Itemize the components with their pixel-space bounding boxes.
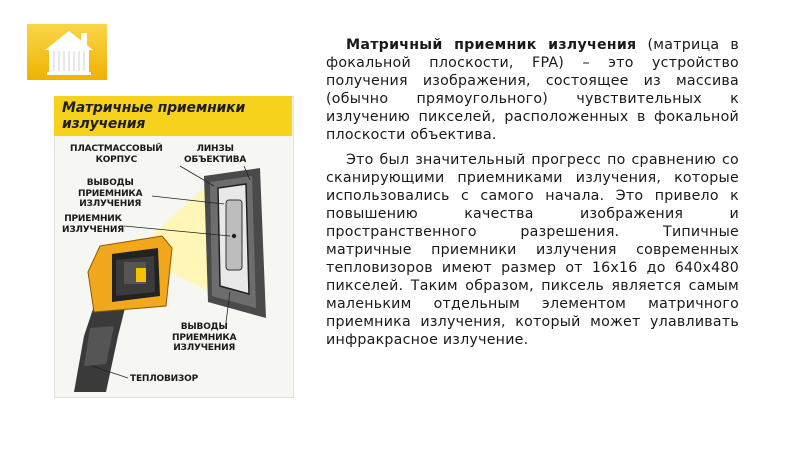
paragraph-1-body: (матрица в фокальной плоскости, FPA) – это устройство получения изображения, состоящее из массива (обычно прямоугольного) чувствительных к излучению пикселей, расположенных в фокальной плоскости объектива. xyxy=(326,37,740,143)
label-lens: ЛИНЗЫ ОБЪЕКТИВА xyxy=(184,144,247,165)
paragraph-2: Это был значительный прогресс по сравнению со сканирующими приемниками излучения, которые использовались с самого начала. Это привело к повышению качества изображения и пространственного разрешения. Типичные матричные приемники излучения современных тепловизоров имеют размер от 16x16 до 640x480 пикселей. Таким образом, пиксель является самым маленьким отдельным элементом матричного приемника излучения, который может улавливать инфракрасное излучение. xyxy=(326,152,739,348)
label-receiver-leads-top: ВЫВОДЫ ПРИЕМНИКА ИЗЛУЧЕНИЯ xyxy=(78,178,143,209)
label-receiver-leads-bottom: ВЫВОДЫ ПРИЕМНИКА ИЗЛУЧЕНИЯ xyxy=(172,322,237,353)
label-thermal-imager: ТЕПЛОВИЗОР xyxy=(130,374,198,384)
diagram-title-line2: излучения xyxy=(62,116,146,132)
house-radiator-logo xyxy=(27,24,107,80)
paragraph-1 xyxy=(326,37,739,144)
label-plastic-housing: ПЛАСТМАССОВЫЙ КОРПУС xyxy=(70,144,163,165)
diagram-title-line1: Матричные приемники xyxy=(62,100,246,116)
label-receiver: ПРИЕМНИК ИЗЛУЧЕНИЯ xyxy=(62,214,124,235)
description-text xyxy=(326,37,739,349)
house-radiator-icon xyxy=(27,24,107,80)
diagram-title xyxy=(62,100,245,132)
thermal-imager-diagram xyxy=(54,96,294,398)
term-heading: Матричный приемник излучения xyxy=(346,37,637,53)
